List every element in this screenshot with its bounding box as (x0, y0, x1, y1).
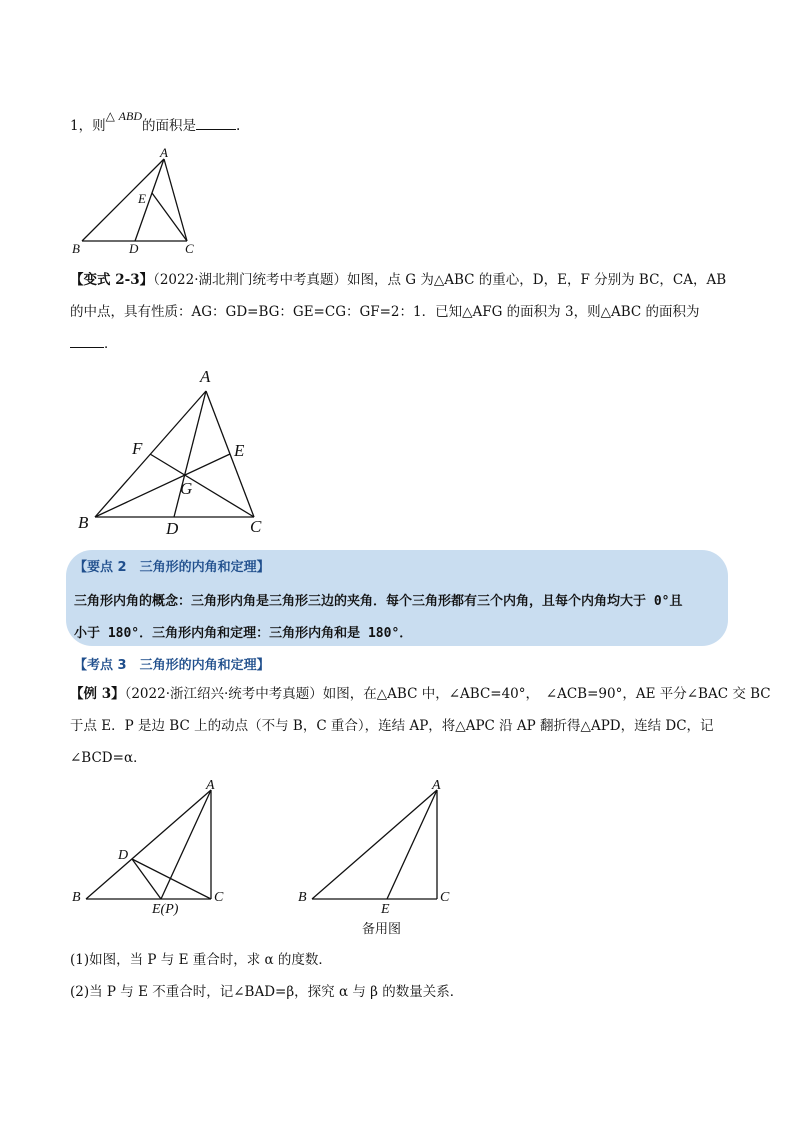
question-2-text: (2)当 P 与 E 不重合时，记∠BAD=β，探究 α 与 β 的数量关系． (70, 984, 464, 1000)
fig3-label-b: B (72, 890, 81, 905)
fig2-label-b: B (78, 513, 89, 532)
variant-end: ． (104, 336, 118, 352)
fig1-segment-ac (164, 159, 187, 241)
question-2 (70, 976, 463, 1008)
fig2-label-f: F (132, 439, 143, 458)
fig3-label-c: C (214, 890, 224, 905)
prev-prefix: 1，则 (70, 118, 106, 134)
variant-line-3 (70, 328, 118, 360)
variant-text-1: 如图，点 G 为△ABC 的重心，D，E，F 分别为 BC，CA，AB (347, 272, 727, 288)
fig1-segment-ec (152, 193, 187, 241)
figure-triangle-abd (70, 145, 210, 260)
variant-line-2 (70, 296, 700, 328)
keypoint-line-1: 三角形内角的概念：三角形内角是三角形三边的夹角．每个三角形都有三个内角，且每个内角均大于 0°且 (74, 594, 683, 609)
variant-source: （2022·湖北荆门统考中考真题） (153, 272, 347, 288)
figure-fold (70, 778, 240, 918)
keypoint-box (66, 550, 728, 646)
fig4-label-a: A (432, 778, 441, 793)
fig2-segment-be (95, 454, 230, 517)
keypoint-title: 【要点 2 三角形的内角和定理】 (74, 560, 270, 575)
keypoint-line-2: 小于 180°．三角形内角和定理：三角形内角和是 180°． (74, 626, 413, 641)
fig4-label-c: C (440, 890, 450, 905)
fig3-segment-dc (132, 859, 211, 899)
question-1-text: (1)如图，当 P 与 E 重合时，求 α 的度数． (70, 952, 332, 968)
fig4-segment-ae (387, 790, 437, 899)
fig2-segment-cf (150, 454, 254, 517)
fig1-label-e: E (138, 191, 146, 206)
example-source: （2022·浙江绍兴·统考中考真题） (124, 686, 323, 702)
example-text-1: 如图，在△ABC 中，∠ABC=40°， ∠ACB=90°，AE 平分∠BAC 交 BC (322, 686, 771, 702)
example-line-1 (70, 678, 771, 710)
triangle-abd-label (106, 109, 142, 123)
variant-tag: 【变式 2-3】 (70, 272, 154, 288)
fig1-label-d: D (129, 241, 139, 256)
prev-period: . (235, 118, 241, 134)
triangle-name: ABD (118, 109, 142, 123)
fig1-label-b: B (72, 241, 80, 256)
figure-backup (296, 778, 466, 938)
question-1 (70, 944, 332, 976)
example-line-2 (70, 710, 714, 742)
kaodian-header (74, 654, 270, 673)
example-line-3 (70, 742, 147, 774)
example-text-2: 于点 E．P 是边 BC 上的动点（不与 B，C 重合），连结 AP，将△APC 沿 AP 翻折得△APD，连结 DC，记 (70, 718, 714, 734)
fig4-segment-ab (312, 790, 437, 899)
fig3-segment-ae (161, 790, 211, 899)
fig2-label-c: C (250, 517, 262, 536)
fig3-label-ep: E(P) (152, 902, 179, 917)
example-tag: 【例 3】 (70, 686, 125, 702)
fig2-label-g: G (180, 479, 193, 498)
fig4-caption: 备用图 (362, 922, 402, 937)
kaodian-title: 【考点 3 三角形的内角和定理】 (74, 658, 270, 673)
fig4-label-b: B (298, 890, 307, 905)
variant-line-1 (70, 264, 726, 296)
figure-centroid (70, 365, 280, 545)
variant-answer-blank[interactable] (70, 333, 104, 348)
prev-suffix: 的面积是 (141, 118, 196, 134)
fig2-label-a: A (200, 367, 211, 386)
fig1-label-c: C (185, 241, 194, 256)
triangle-symbol: △ (105, 109, 115, 123)
answer-blank[interactable] (196, 115, 236, 130)
fig4-label-e: E (381, 902, 390, 917)
figure2-svg (70, 365, 280, 545)
fig1-segment-ab (82, 159, 164, 241)
fig3-label-d: D (118, 848, 129, 863)
fig2-label-e: E (234, 441, 245, 460)
fig2-label-d: D (166, 519, 179, 538)
fig1-label-a: A (160, 145, 168, 160)
fig3-label-a: A (206, 778, 215, 793)
fig3-segment-de (132, 859, 161, 899)
variant-text-2: 的中点，具有性质：AG：GD=BG：GE=CG：GF=2：1．已知△AFG 的面积为 3，则△ABC 的面积为 (70, 304, 700, 320)
previous-question-line (70, 110, 240, 142)
example-text-3: ∠BCD=α． (70, 750, 147, 766)
